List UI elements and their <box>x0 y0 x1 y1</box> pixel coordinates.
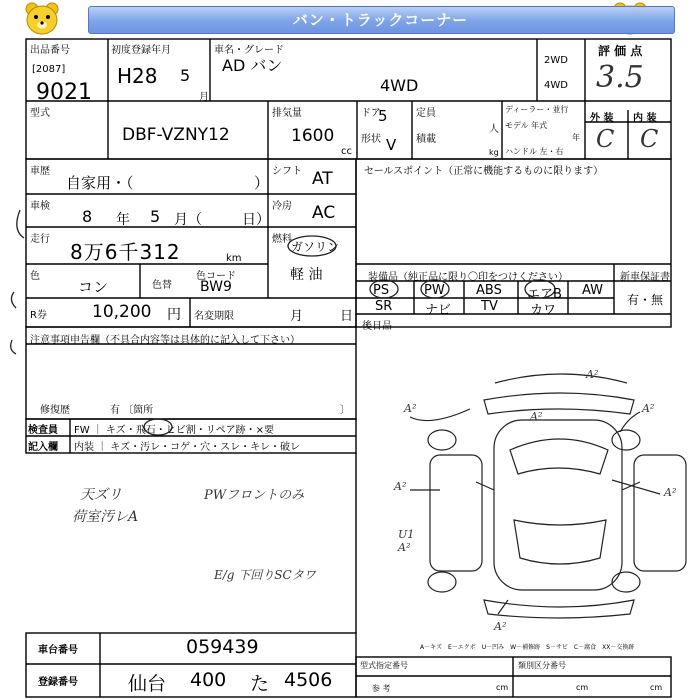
damage-mark-3: A² <box>530 410 543 423</box>
cm-label-1: cm <box>496 683 509 692</box>
color-orig-label: 色替 <box>152 280 172 291</box>
inspector-label: 検査員 <box>28 425 58 436</box>
grade: 4WD <box>380 76 419 95</box>
damage-legend: A－キズ E－エクボ U－凹み W－補修跡 S－サビ C－腐食 XX－交換跡 <box>420 644 635 651</box>
damage-mark-7: U1 A² <box>398 528 415 554</box>
plate-number: 4506 <box>284 669 333 691</box>
int-grade: C <box>640 125 659 153</box>
year-unit: 年 <box>572 133 580 142</box>
mileage-unit: km <box>226 253 242 264</box>
inspection-label: 車検 <box>30 201 50 212</box>
lot-number: 9021 <box>36 80 92 105</box>
equip-label: 装備品（純正品に限り〇印をつけください） <box>368 272 568 283</box>
inspection-year: 8 <box>82 207 93 226</box>
cap-unit: 人 <box>489 124 499 135</box>
ext-grade: C <box>596 125 615 153</box>
cap-label: 定員 <box>416 108 436 119</box>
plate-kana: た <box>250 673 270 695</box>
reg-label: 初度登録年月 <box>111 45 171 56</box>
mei-month: 月 <box>290 309 304 324</box>
color-code-value: BW9 <box>200 279 232 295</box>
page-title: バン・トラックコーナー <box>292 11 469 29</box>
inspection-month-unit: 月（ <box>174 212 202 228</box>
inspection-year-unit: 年 <box>116 212 130 228</box>
reg-month: 5 <box>180 66 191 85</box>
equip-pw: PW <box>424 283 445 298</box>
lot-sub: [2087] <box>32 64 66 75</box>
repair-label: 修復歴 <box>40 405 70 416</box>
warranty-label: 新車保証書 <box>620 272 670 283</box>
ext-label: 外 装 <box>590 113 614 124</box>
equip-ps: PS <box>373 283 390 298</box>
shape-value: V <box>386 136 397 154</box>
fuel-alt: 軽 油 <box>290 267 323 283</box>
equip-tv: TV <box>481 299 498 314</box>
after-label: 後日品 <box>362 321 392 332</box>
notes-label: 注意事項申告欄（不具合内容等は具体的に記入して下さい） <box>30 335 300 346</box>
load-label: 積載 <box>416 134 436 145</box>
recycle-value: 10,200 <box>92 302 152 322</box>
repair-value: 有 〔箇所 <box>110 405 154 416</box>
damage-mark-2: A² <box>404 402 417 415</box>
warranty-value: 有・無 <box>627 293 664 307</box>
shift-value: AT <box>312 169 333 189</box>
door-label: ドア <box>361 108 381 119</box>
disp-unit: cc <box>341 146 352 157</box>
sales-label: セールスポイント（正常に機能するものに限ります） <box>364 166 604 177</box>
chassis-value: 059439 <box>186 636 259 658</box>
ac-label: 冷房 <box>272 201 292 212</box>
car-name: AD バン <box>222 56 283 75</box>
dealer-label: ディーラー・並行 <box>505 105 569 114</box>
color-label: 色 <box>30 271 40 282</box>
score-label: 評 価 点 <box>598 44 643 58</box>
reg-era: H28 <box>117 64 158 88</box>
damage-mark-1: A² <box>586 368 599 381</box>
inspection-month: 5 <box>150 207 161 226</box>
history-label: 車歴 <box>30 166 50 177</box>
reg-month-unit: 月 <box>199 92 209 103</box>
hand-note-pw: PWフロントのみ <box>204 488 305 503</box>
plate-city: 仙台 <box>128 673 167 695</box>
hand-note-roof: 天ズリ <box>80 487 122 503</box>
cm-label-3: cm <box>650 683 663 692</box>
model-label: 型式 <box>30 108 50 119</box>
entry-label: 記入欄 <box>28 442 58 453</box>
recycle-label: R券 <box>30 310 47 321</box>
name-label: 車名・グレード <box>214 45 284 56</box>
disp-label: 排気量 <box>272 108 302 119</box>
handle-label: ハンドル 左・右 <box>505 147 564 156</box>
color-value: コン <box>78 278 109 296</box>
damage-mark-5: A² <box>394 480 407 493</box>
fuel-value: ガソリン <box>291 240 340 254</box>
hand-note-eg: E/g 下回りSCタワ <box>214 568 316 582</box>
drive-4wd: 4WD <box>544 80 568 91</box>
equip-sr: SR <box>375 299 393 314</box>
type-number-label: 型式指定番号 <box>360 661 408 670</box>
reference-label: 参 考 <box>372 684 391 693</box>
disp-value: 1600 <box>291 126 335 146</box>
damage-mark-8: A² <box>494 620 507 633</box>
history-close: ） <box>254 174 270 192</box>
drive-2wd: 2WD <box>544 55 568 66</box>
damage-mark-4: A² <box>642 402 655 415</box>
inspector-row-interior: 内装 ｜ キズ・汚レ・コゲ・穴・スレ・キレ・破レ <box>74 442 301 453</box>
equip-abs: ABS <box>476 283 502 298</box>
history-value: 自家用・（ <box>66 174 134 192</box>
door-value: 5 <box>378 107 388 125</box>
hand-note-cargo: 荷室汚レA <box>72 509 139 525</box>
mileage-value: 8万6千312 <box>70 240 181 264</box>
load-unit: kg <box>489 148 499 157</box>
cm-label-2: cm <box>576 683 589 692</box>
equip-aw: AW <box>582 283 604 298</box>
shape-label: 形状 <box>361 134 381 145</box>
ac-value: AC <box>312 203 336 223</box>
inspector-row-fw: FW ｜ キズ・飛石・ヒビ割・リペア跡・×要 <box>74 425 274 436</box>
score-value: 3.5 <box>596 60 644 95</box>
equip-airbag: エアB <box>527 287 562 302</box>
inspection-day-unit: 日） <box>242 212 270 228</box>
model-value: DBF-VZNY12 <box>122 125 230 145</box>
mileage-label: 走行 <box>30 234 50 245</box>
mei-label: 名変期限 <box>194 311 234 322</box>
plate-label: 登録番号 <box>38 677 78 688</box>
shift-label: シフト <box>272 166 302 177</box>
mei-day: 日 <box>340 309 354 324</box>
category-number-label: 類別区分番号 <box>518 661 566 670</box>
int-label: 内 装 <box>633 113 657 124</box>
chassis-label: 車台番号 <box>38 645 78 656</box>
repair-close: 〕 <box>340 405 350 416</box>
equip-navi: ナビ <box>425 303 452 318</box>
damage-mark-6: A² <box>664 486 677 499</box>
plate-class: 400 <box>190 669 227 691</box>
fuel-label: 燃料 <box>272 234 292 245</box>
lot-label: 出品番号 <box>30 45 70 56</box>
color-code-label: 色コード <box>196 271 236 282</box>
equip-leather: カワ <box>530 303 557 318</box>
recycle-unit: 円 <box>167 307 181 323</box>
model-year-label: モデル 年式 <box>505 121 548 130</box>
